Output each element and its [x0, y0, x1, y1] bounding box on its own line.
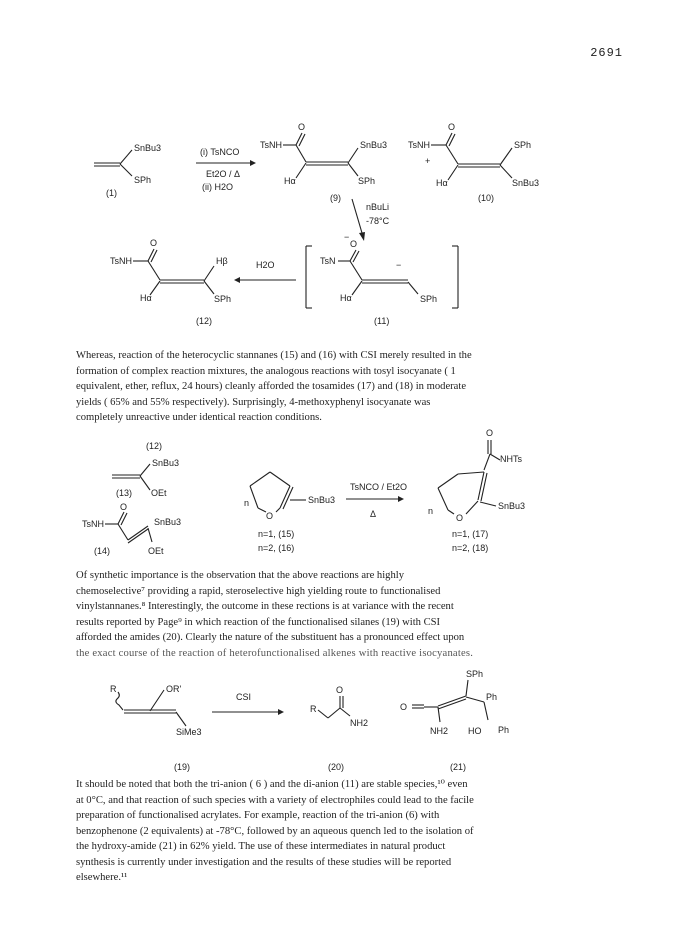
svg-text:SnBu3: SnBu3 — [134, 143, 162, 153]
svg-text:−: − — [344, 232, 350, 242]
svg-text:Hα: Hα — [284, 176, 296, 186]
compound-15-16 — [244, 472, 335, 553]
svg-text:SPh: SPh — [420, 294, 438, 304]
text-line: preparation of functionalised acrylates. For example, reaction of the tri-anion (6) with — [76, 810, 440, 821]
compound-19 — [110, 684, 202, 772]
text-line: at 0°C, and that reaction of such species with a variety of electrophiles could lead to the facile — [76, 794, 474, 806]
svg-text:SnBu3: SnBu3 — [512, 178, 540, 188]
svg-text:TsNH: TsNH — [110, 256, 132, 266]
svg-text:(1): (1) — [106, 188, 117, 198]
svg-text:O: O — [298, 122, 306, 132]
svg-text:(11): (11) — [374, 316, 390, 326]
compound-14 — [82, 502, 181, 556]
compound-13 — [112, 458, 179, 498]
svg-text:Et2O / Δ: Et2O / Δ — [206, 169, 241, 179]
svg-text:NHTs: NHTs — [500, 454, 522, 464]
compound-20 — [310, 685, 368, 772]
plus-sign: + — [425, 156, 431, 166]
svg-text:(9): (9) — [330, 193, 341, 203]
svg-text:(13): (13) — [116, 488, 133, 498]
paragraph-3 — [76, 777, 616, 886]
svg-text:(21): (21) — [450, 762, 467, 772]
svg-text:TsNH: TsNH — [408, 140, 430, 150]
svg-text:O: O — [448, 122, 456, 132]
svg-text:O: O — [336, 685, 344, 695]
text-line: yields ( 65% and 55% respectively). Surprisingly, 4-methoxyphenyl isocyanate was — [76, 396, 431, 408]
text-line: vinylstannanes.⁸ Interestingly, the outcome in these rections is at variance with the recent — [76, 601, 454, 612]
svg-text:NH2: NH2 — [430, 726, 449, 736]
svg-text:SnBu3: SnBu3 — [152, 458, 180, 468]
reaction-arrow-1 — [196, 147, 256, 192]
svg-text:n: n — [428, 506, 434, 516]
svg-text:OR': OR' — [166, 684, 182, 694]
svg-text:TsNH: TsNH — [260, 140, 282, 150]
svg-text:−: − — [396, 260, 402, 270]
svg-text:n=2, (16): n=2, (16) — [258, 543, 295, 553]
reaction-arrow-5 — [212, 692, 284, 715]
text-line: chemoselective⁷ providing a rapid, steroselective high yielding route to functionalised — [76, 585, 441, 597]
svg-text:CSI: CSI — [236, 692, 252, 702]
svg-text:-78°C: -78°C — [366, 216, 390, 226]
svg-text:Hα: Hα — [340, 293, 352, 303]
text-line: formation of complex reaction mixtures, the analogous reactions with tosyl isocyanate ( 1 — [76, 365, 456, 377]
svg-text:OEt: OEt — [151, 488, 167, 498]
text-line: benzophenone (2 equivalents) at -78°C, followed by an aqueous quench led to the isolation of — [76, 825, 474, 837]
svg-text:TsNH: TsNH — [82, 519, 104, 529]
svg-text:SnBu3: SnBu3 — [498, 501, 526, 511]
svg-text:Hα: Hα — [140, 293, 152, 303]
svg-text:SPh: SPh — [358, 176, 376, 186]
svg-text:n=1, (15): n=1, (15) — [258, 529, 295, 539]
page-number: 2691 — [590, 46, 623, 60]
ref-12: (12) — [146, 441, 163, 451]
text-line: It should be noted that both the tri-anion ( 6 ) and the di-anion (11) are stable species,¹⁰ even — [76, 779, 468, 790]
svg-text:OEt: OEt — [148, 546, 164, 556]
compound-11 — [306, 232, 458, 326]
reaction-arrow-4 — [346, 482, 407, 519]
svg-text:n=2, (18): n=2, (18) — [452, 543, 489, 553]
svg-text:Hα: Hα — [436, 178, 448, 188]
text-line: results reported by Page⁹ in which reaction of the functionalised silanes (19) with CSI — [76, 616, 441, 628]
svg-text:Hβ: Hβ — [216, 256, 228, 266]
svg-text:O: O — [266, 511, 274, 521]
svg-text:SPh: SPh — [466, 669, 484, 679]
text-line: the exact course of the reaction of heterofunctionalised alkenes with reactive isocyanates. — [76, 647, 474, 659]
compound-9 — [260, 122, 387, 203]
svg-text:nBuLi: nBuLi — [366, 202, 390, 212]
svg-text:R: R — [110, 684, 117, 694]
svg-text:(10): (10) — [478, 193, 495, 203]
compound-17-18 — [428, 428, 525, 553]
svg-text:(14): (14) — [94, 546, 111, 556]
svg-text:TsNCO / Et2O: TsNCO / Et2O — [350, 482, 408, 492]
svg-text:H2O: H2O — [256, 260, 275, 270]
text-line: Of synthetic importance is the observation that the above reactions are highly — [76, 570, 405, 581]
svg-text:O: O — [350, 239, 358, 249]
text-line: elsewhere.¹¹ — [76, 872, 128, 883]
svg-text:TsN: TsN — [320, 256, 336, 266]
text-line: equivalent, ether, reflux, 24 hours) cleanly afforded the tosamides (17) and (18) in moderate — [76, 381, 467, 392]
svg-text:Ph: Ph — [498, 725, 510, 735]
paragraph-1 — [76, 348, 616, 426]
svg-text:n=1, (17): n=1, (17) — [452, 529, 489, 539]
svg-text:(ii) H2O: (ii) H2O — [202, 182, 233, 192]
svg-text:SiMe3: SiMe3 — [176, 727, 202, 737]
svg-text:Ph: Ph — [486, 692, 498, 702]
text-line: completely unreactive under identical reaction conditions. — [76, 412, 322, 423]
text-line: the hydroxy-amide (21) in 62% yield. The use of these intermediates in natural product — [76, 841, 446, 852]
compound-21 — [400, 669, 509, 772]
svg-text:Δ: Δ — [370, 509, 377, 519]
text-line: synthesis is currently under investigation and the results of these studies will be reported — [76, 856, 452, 868]
svg-text:R: R — [310, 704, 317, 714]
text-line: afforded the amides (20). Clearly the nature of the substituent has a pronounced effect upon — [76, 632, 465, 643]
svg-text:SPh: SPh — [134, 175, 152, 185]
paragraph-2 — [76, 568, 616, 661]
reaction-arrow-3 — [234, 260, 296, 283]
svg-text:O: O — [400, 702, 408, 712]
compound-1 — [94, 143, 161, 198]
svg-text:SPh: SPh — [214, 294, 232, 304]
text-line: Whereas, reaction of the heterocyclic stannanes (15) and (16) with CSI merely resulted in the — [76, 350, 472, 361]
svg-text:NH2: NH2 — [350, 718, 369, 728]
svg-text:O: O — [486, 428, 494, 438]
svg-text:O: O — [150, 238, 158, 248]
svg-text:SPh: SPh — [514, 140, 532, 150]
svg-text:(19): (19) — [174, 762, 191, 772]
svg-text:O: O — [120, 502, 128, 512]
svg-text:(i) TsNCO: (i) TsNCO — [200, 147, 240, 157]
svg-text:HO: HO — [468, 726, 482, 736]
reaction-arrow-2 — [352, 199, 390, 241]
svg-text:O: O — [456, 513, 464, 523]
svg-text:SnBu3: SnBu3 — [154, 517, 182, 527]
compound-12 — [110, 238, 231, 326]
svg-text:(20): (20) — [328, 762, 345, 772]
svg-text:(12): (12) — [196, 316, 213, 326]
svg-text:SnBu3: SnBu3 — [308, 495, 336, 505]
svg-text:SnBu3: SnBu3 — [360, 140, 388, 150]
svg-text:n: n — [244, 498, 250, 508]
